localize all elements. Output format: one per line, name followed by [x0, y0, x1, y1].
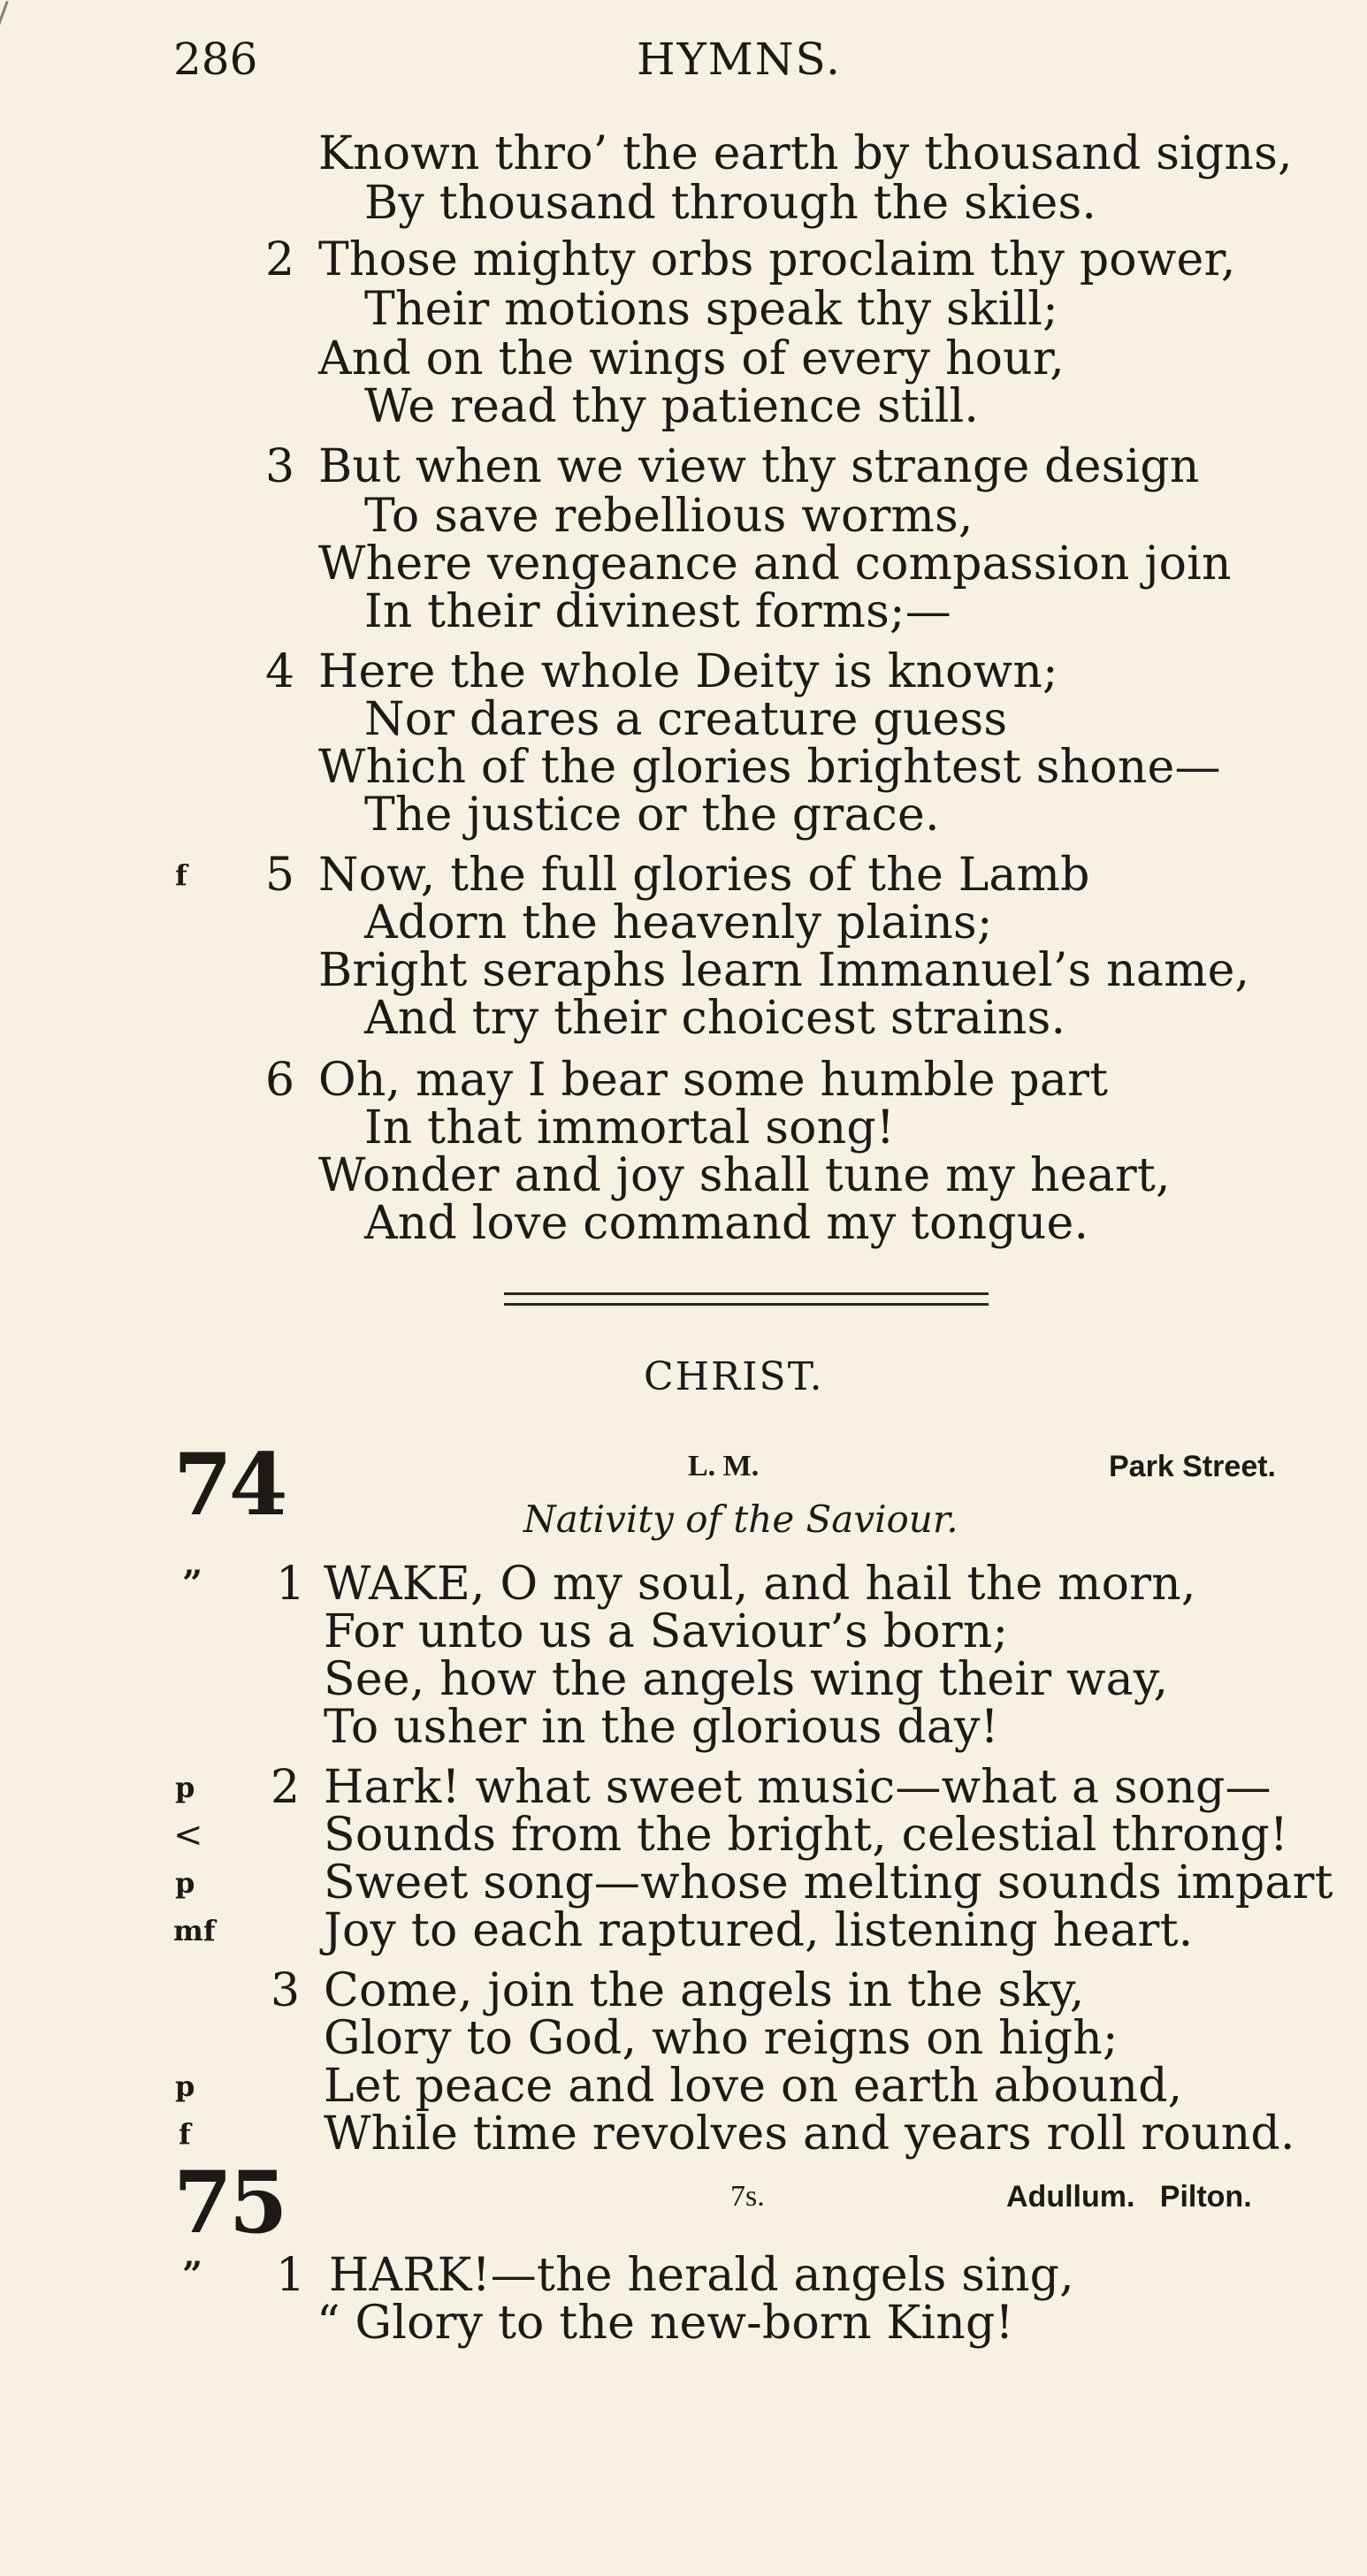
- verse-line: Glory to God, who reigns on high;: [324, 2012, 1119, 2065]
- verse-line: In their divinest forms;—: [364, 585, 951, 638]
- verse-line: Here the whole Deity is known;: [318, 645, 1058, 698]
- dynamic-mark: ”: [182, 2254, 203, 2296]
- verse-line: And love command my tongue.: [364, 1197, 1089, 1250]
- verse-line: We read thy patience still.: [364, 380, 980, 433]
- dynamic-mark: p: [175, 1866, 195, 1900]
- stanza-number: 2: [265, 233, 295, 286]
- stanza-number: 6: [265, 1054, 295, 1107]
- hymn-number: 75: [173, 2153, 285, 2252]
- verse-line: Sweet song—whose melting sounds impart: [324, 1856, 1333, 1909]
- verse-line: But when we view thy strange design: [318, 440, 1200, 493]
- dynamic-mark: f: [179, 2117, 191, 2151]
- verse-line: And on the wings of every hour,: [318, 332, 1065, 385]
- verse-line: WAKE, O my soul, and hail the morn,: [324, 1558, 1196, 1611]
- divider-rule: [504, 1292, 989, 1295]
- page-number: 286: [173, 34, 258, 85]
- stanza-number: 5: [265, 849, 295, 902]
- verse-line: And try their choicest strains.: [364, 992, 1066, 1045]
- verse-line: Adorn the heavenly plains;: [364, 896, 993, 949]
- stanza-number: 3: [265, 440, 295, 493]
- verse-line: Joy to each raptured, listening heart.: [324, 1904, 1194, 1957]
- verse-line: While time revolves and years roll round.: [324, 2107, 1295, 2161]
- dynamic-mark: f: [175, 858, 187, 892]
- hymn-number: 74: [173, 1435, 285, 1535]
- verse-line: Those mighty orbs proclaim thy power,: [318, 233, 1236, 286]
- hymn-subtitle: Nativity of the Saviour.: [523, 1498, 958, 1541]
- verse-line: Known thro’ the earth by thousand signs,: [318, 127, 1293, 180]
- verse-line: Come, join the angels in the sky,: [324, 1964, 1085, 2017]
- tune-name: Adullum. Pilton.: [1006, 2180, 1252, 2214]
- section-title: CHRIST.: [644, 1354, 824, 1399]
- verse-line: Wonder and joy shall tune my heart,: [318, 1149, 1171, 1202]
- dynamic-mark: ”: [182, 1563, 203, 1604]
- verse-line: The justice or the grace.: [364, 789, 940, 842]
- dynamic-mark: p: [175, 2069, 195, 2103]
- hymn-meter: L. M.: [688, 1450, 760, 1482]
- verse-line: Which of the glories brightest shone—: [318, 741, 1221, 794]
- verse-line: Bright seraphs learn Immanuel’s name,: [318, 944, 1250, 997]
- verse-line: For unto us a Saviour’s born;: [324, 1605, 1009, 1658]
- margin-mark: [0, 1, 9, 35]
- crescendo-mark: <: [173, 1815, 203, 1856]
- verse-line: Their motions speak thy skill;: [364, 283, 1058, 336]
- hymn-meter: 7s.: [730, 2180, 765, 2213]
- verse-line: By thousand through the skies.: [364, 177, 1097, 230]
- dynamic-mark: mf: [173, 1914, 216, 1947]
- dynamic-mark: p: [175, 1771, 195, 1804]
- verse-line: Hark! what sweet music—what a song—: [324, 1761, 1272, 1814]
- verse-line: To save rebellious worms,: [364, 490, 974, 543]
- stanza-number: 2: [271, 1761, 301, 1814]
- running-title: HYMNS.: [637, 34, 842, 85]
- tune-name: Park Street.: [1109, 1450, 1276, 1483]
- verse-line: Where vengeance and compassion join: [318, 537, 1232, 591]
- verse-line: Now, the full glories of the Lamb: [318, 849, 1090, 902]
- verse-line: Let peace and love on earth abound,: [324, 2060, 1183, 2113]
- verse-line: To usher in the glorious day!: [324, 1701, 999, 1754]
- stanza-number: 4: [265, 645, 295, 698]
- divider-rule: [504, 1303, 989, 1306]
- stanza-number: 1: [276, 1558, 306, 1611]
- verse-line: In that immortal song!: [364, 1101, 895, 1155]
- verse-line: Nor dares a creature guess: [364, 693, 1008, 746]
- verse-line: “ Glory to the new-born King!: [317, 2297, 1014, 2350]
- verse-line: Sounds from the bright, celestial throng!: [324, 1809, 1288, 1862]
- stanza-number: 1: [276, 2249, 306, 2302]
- stanza-number: 3: [271, 1964, 301, 2017]
- verse-line: Oh, may I bear some humble part: [318, 1054, 1109, 1107]
- verse-line: HARK!—the herald angels sing,: [329, 2249, 1074, 2302]
- verse-line: See, how the angels wing their way,: [324, 1653, 1169, 1706]
